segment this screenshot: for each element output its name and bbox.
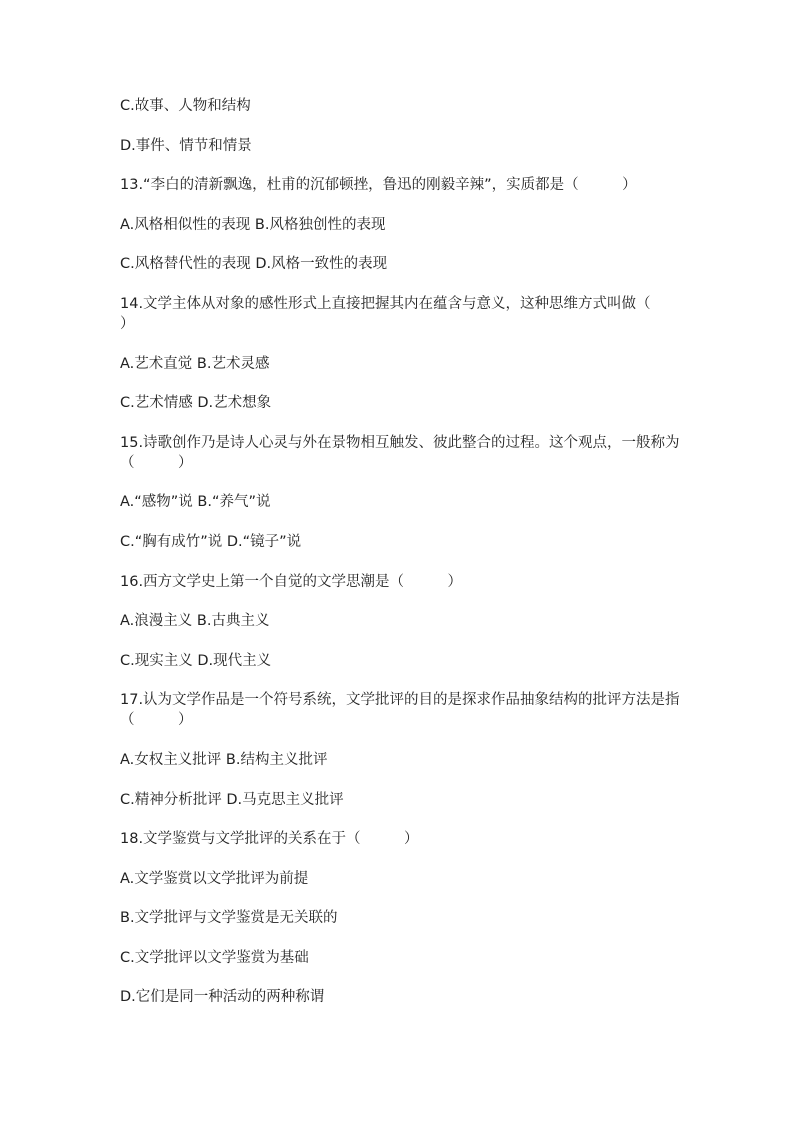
option-18d: D.它们是同一种活动的两种称谓	[120, 989, 325, 1006]
question-17: 17.认为文学作品是一个符号系统，文学批评的目的是探求作品抽象结构的批评方法是指（ ）	[120, 692, 680, 729]
question-14: 14.文学主体从对象的感性形式上直接把握其内在蕴含与意义，这种思维方式叫做（ ）	[120, 295, 695, 332]
options-15-ab: A.“感物”说 B.“养气”说	[120, 494, 271, 511]
document-page	[120, 96, 695, 1007]
option-18b: B.文学批评与文学鉴赏是无关联的	[120, 910, 338, 927]
question-18: 18.文学鉴赏与文学批评的关系在于（ ）	[120, 831, 419, 848]
options-13-ab: A.风格相似性的表现 B.风格独创性的表现	[120, 216, 386, 233]
options-14-cd: C.艺术情感 D.艺术想象	[120, 395, 272, 412]
options-16-cd: C.现实主义 D.现代主义	[120, 652, 272, 669]
question-13: 13.“李白的清新飘逸，杜甫的沉郁顿挫，鲁迅的刚毅辛辣”，实质都是（ ）	[120, 177, 637, 194]
options-16-ab: A.浪漫主义 B.古典主义	[120, 613, 270, 630]
options-14-ab: A.艺术直觉 B.艺术灵感	[120, 355, 270, 372]
options-15-cd: C.“胸有成竹”说 D.“镜子”说	[120, 533, 302, 550]
option-18c: C.文学批评以文学鉴赏为基础	[120, 949, 309, 966]
options-17-cd: C.精神分析批评 D.马克思主义批评	[120, 791, 344, 808]
question-16: 16.西方文学史上第一个自觉的文学思潮是（ ）	[120, 573, 463, 590]
question-15: 15.诗歌创作乃是诗人心灵与外在景物相互触发、彼此整合的过程。这个观点，一般称为（ ）	[120, 434, 680, 471]
options-17-ab: A.女权主义批评 B.结构主义批评	[120, 751, 328, 768]
option-18a: A.文学鉴赏以文学批评为前提	[120, 870, 309, 887]
option-12c: C.故事、人物和结构	[120, 98, 251, 114]
option-12d: D.事件、情节和情景	[120, 137, 252, 154]
options-13-cd: C.风格替代性的表现 D.风格一致性的表现	[120, 256, 388, 273]
